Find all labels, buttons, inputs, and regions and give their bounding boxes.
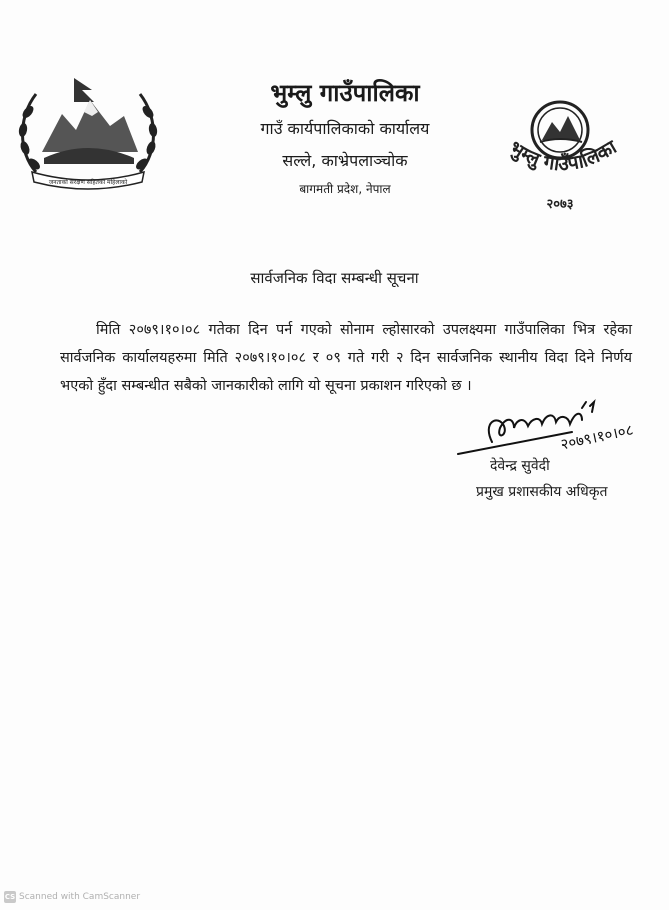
signature-icon bbox=[452, 392, 652, 462]
emblem-caption: जनताको संरक्षण सहितको महिलाको bbox=[48, 179, 128, 186]
org-name: भुम्लु गाउँपालिका bbox=[270, 79, 420, 107]
scanner-watermark bbox=[4, 891, 140, 903]
camscanner-logo-icon: CS bbox=[4, 893, 16, 901]
province-line: बागमती प्रदेश, नेपाल bbox=[299, 182, 391, 196]
letterhead bbox=[200, 78, 490, 198]
signer-name: देवेन्द्र सुवेदी bbox=[490, 458, 550, 474]
watermark-text: Scanned with CamScanner bbox=[19, 892, 141, 902]
signer-title: प्रमुख प्रशासकीय अधिकृत bbox=[476, 484, 608, 500]
municipal-seal-icon bbox=[494, 96, 630, 214]
notice-body: मिति २०७९।१०।०८ गतेका दिन पर्न गएको सोनाम ल्होसारको उपलक्ष्यमा गाउँपालिका भित्र रहेका सार्वजनिक कार्यालयहरुमा मिति २०७९।१०।०८ र ०९ गते गरी २ दिन सार्वजनिक स्थानीय विदा दिने निर्णय भएको हुँदा सम्बन्धीत सबैको जानकारीको लागि यो सूचना प्रकाशन गरिएको छ । bbox=[60, 322, 632, 394]
notice-title: सार्वजनिक विदा सम्बन्धी सूचना bbox=[250, 269, 419, 287]
seal-year: २०७३ bbox=[546, 197, 574, 212]
handwritten-date: २०७९।१०।०८ bbox=[559, 420, 635, 454]
svg-text:भुम्लु गाउँपालिका bbox=[505, 136, 622, 176]
national-emblem-icon bbox=[14, 72, 162, 194]
office-name: गाउँ कार्यपालिकाको कार्यालय bbox=[260, 119, 430, 138]
seal-text: भुम्लु गाउँपालिका bbox=[505, 136, 621, 176]
office-address: सल्ले, काभ्रेपलाञ्चोक bbox=[282, 151, 408, 170]
